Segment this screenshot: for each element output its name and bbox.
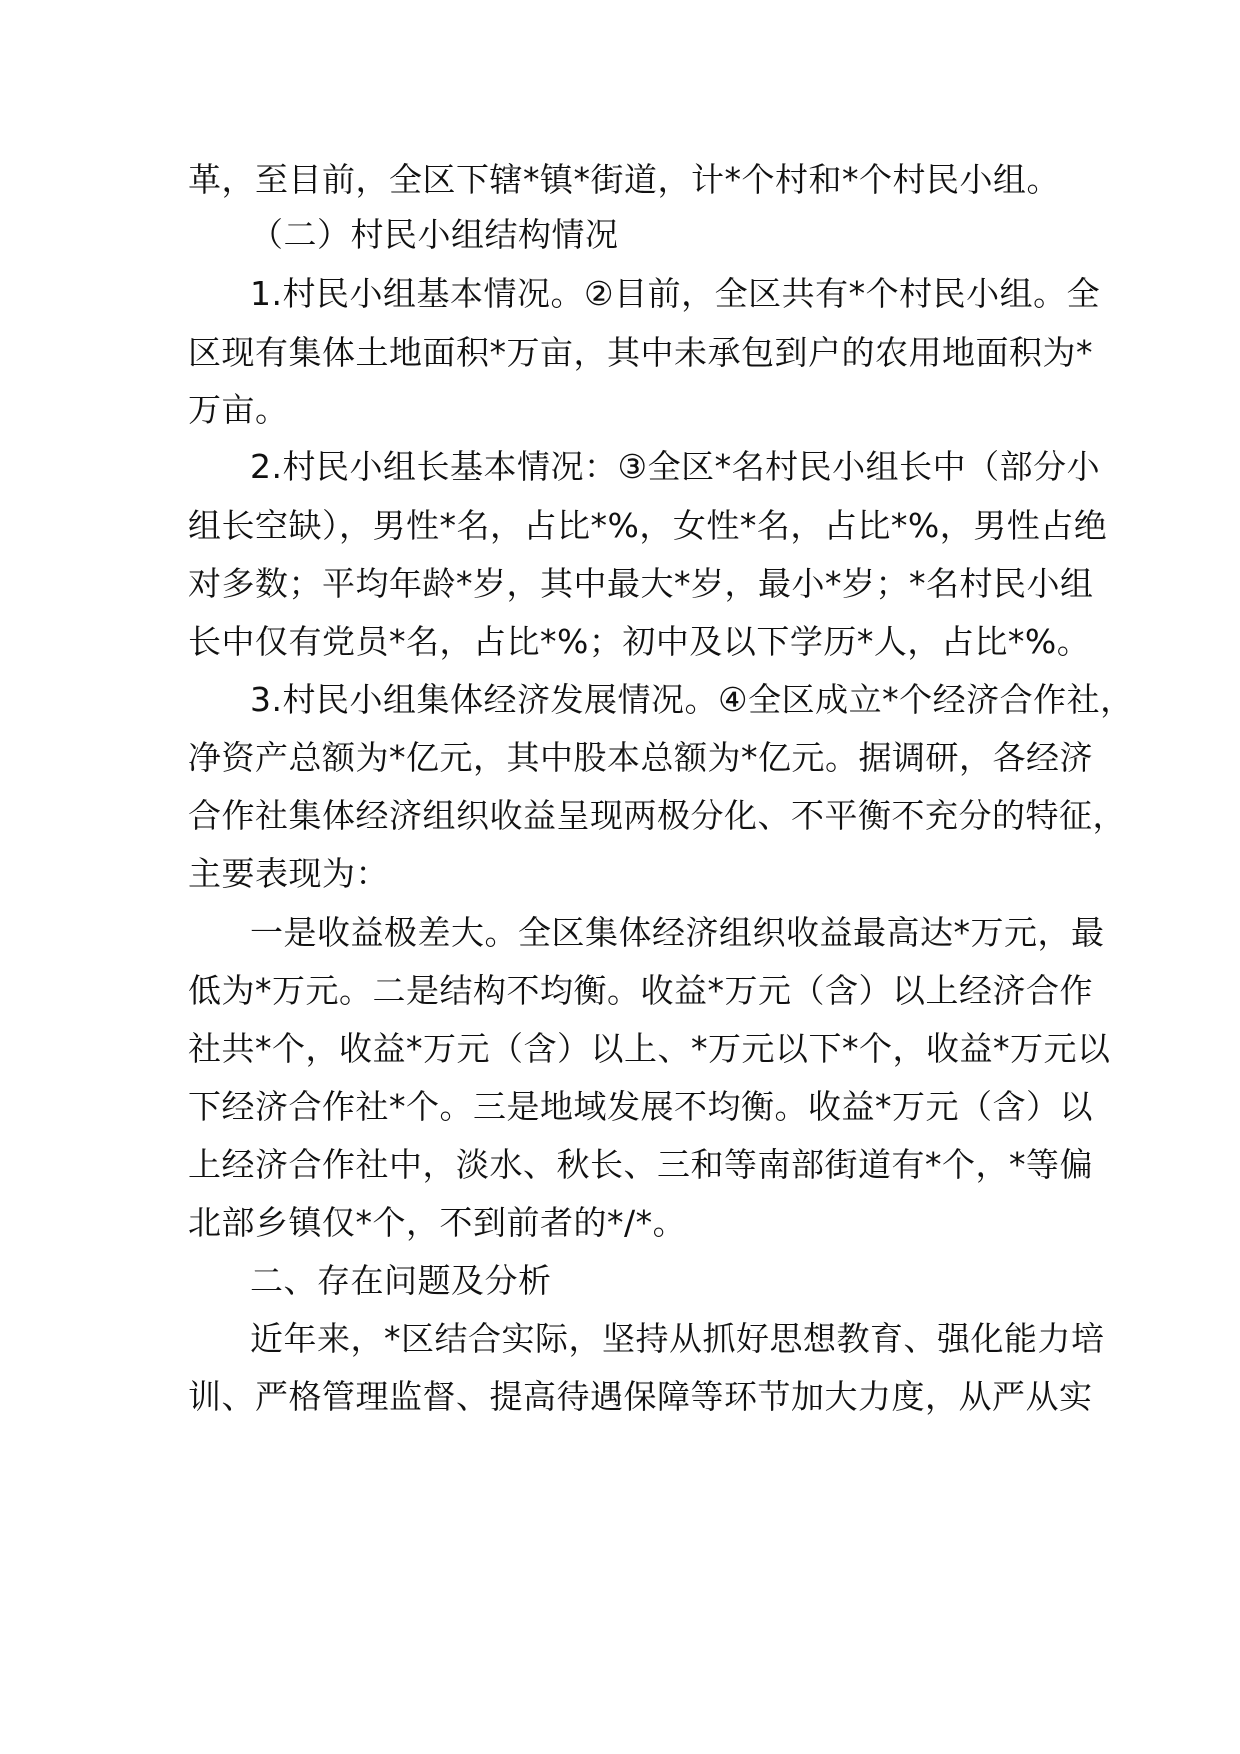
text-line: 低为*万元。二是结构不均衡。收益*万元（含）以上经济合作	[188, 971, 1093, 1010]
text-line: 区现有集体土地面积*万亩，其中未承包到户的农用地面积为*	[188, 333, 1093, 372]
text-line: 革，至目前，全区下辖*镇*街道，计*个村和*个村民小组。	[188, 160, 1060, 199]
text-line: 万亩。	[188, 390, 289, 429]
text-line: 组长空缺），男性*名，占比*%，女性*名，占比*%，男性占绝	[188, 506, 1108, 545]
text-line: 训、严格管理监督、提高待遇保障等环节加大力度，从严从实	[188, 1377, 1093, 1416]
text-line: 一是收益极差大。全区集体经济组织收益最高达*万元，最	[250, 913, 1105, 952]
section-heading: 二、存在问题及分析	[250, 1261, 552, 1300]
text-line: 下经济合作社*个。三是地域发展不均衡。收益*万元（含）以	[188, 1087, 1093, 1126]
text-line: 1.村民小组基本情况。②目前，全区共有*个村民小组。全	[250, 274, 1101, 313]
text-line: 3.村民小组集体经济发展情况。④全区成立*个经济合作社，	[250, 680, 1134, 719]
text-line: 社共*个，收益*万元（含）以上、*万元以下*个，收益*万元以	[188, 1029, 1111, 1068]
text-line: 北部乡镇仅*个，不到前者的*/*。	[188, 1203, 687, 1242]
text-line: 2.村民小组长基本情况：③全区*名村民小组长中（部分小	[250, 447, 1101, 486]
text-line: 净资产总额为*亿元，其中股本总额为*亿元。据调研，各经济	[188, 738, 1093, 777]
text-line: 主要表现为：	[188, 854, 389, 893]
text-line: 近年来，*区结合实际，坚持从抓好思想教育、强化能力培	[250, 1319, 1105, 1358]
text-line: 对多数；平均年龄*岁，其中最大*岁，最小*岁；*名村民小组	[188, 564, 1094, 603]
section-heading: （二）村民小组结构情况	[250, 215, 619, 254]
text-line: 上经济合作社中，淡水、秋长、三和等南部街道有*个，*等偏	[188, 1145, 1093, 1184]
text-line: 长中仅有党员*名，占比*%；初中及以下学历*人，占比*%。	[188, 622, 1091, 661]
text-line: 合作社集体经济组织收益呈现两极分化、不平衡不充分的特征，	[188, 796, 1126, 835]
